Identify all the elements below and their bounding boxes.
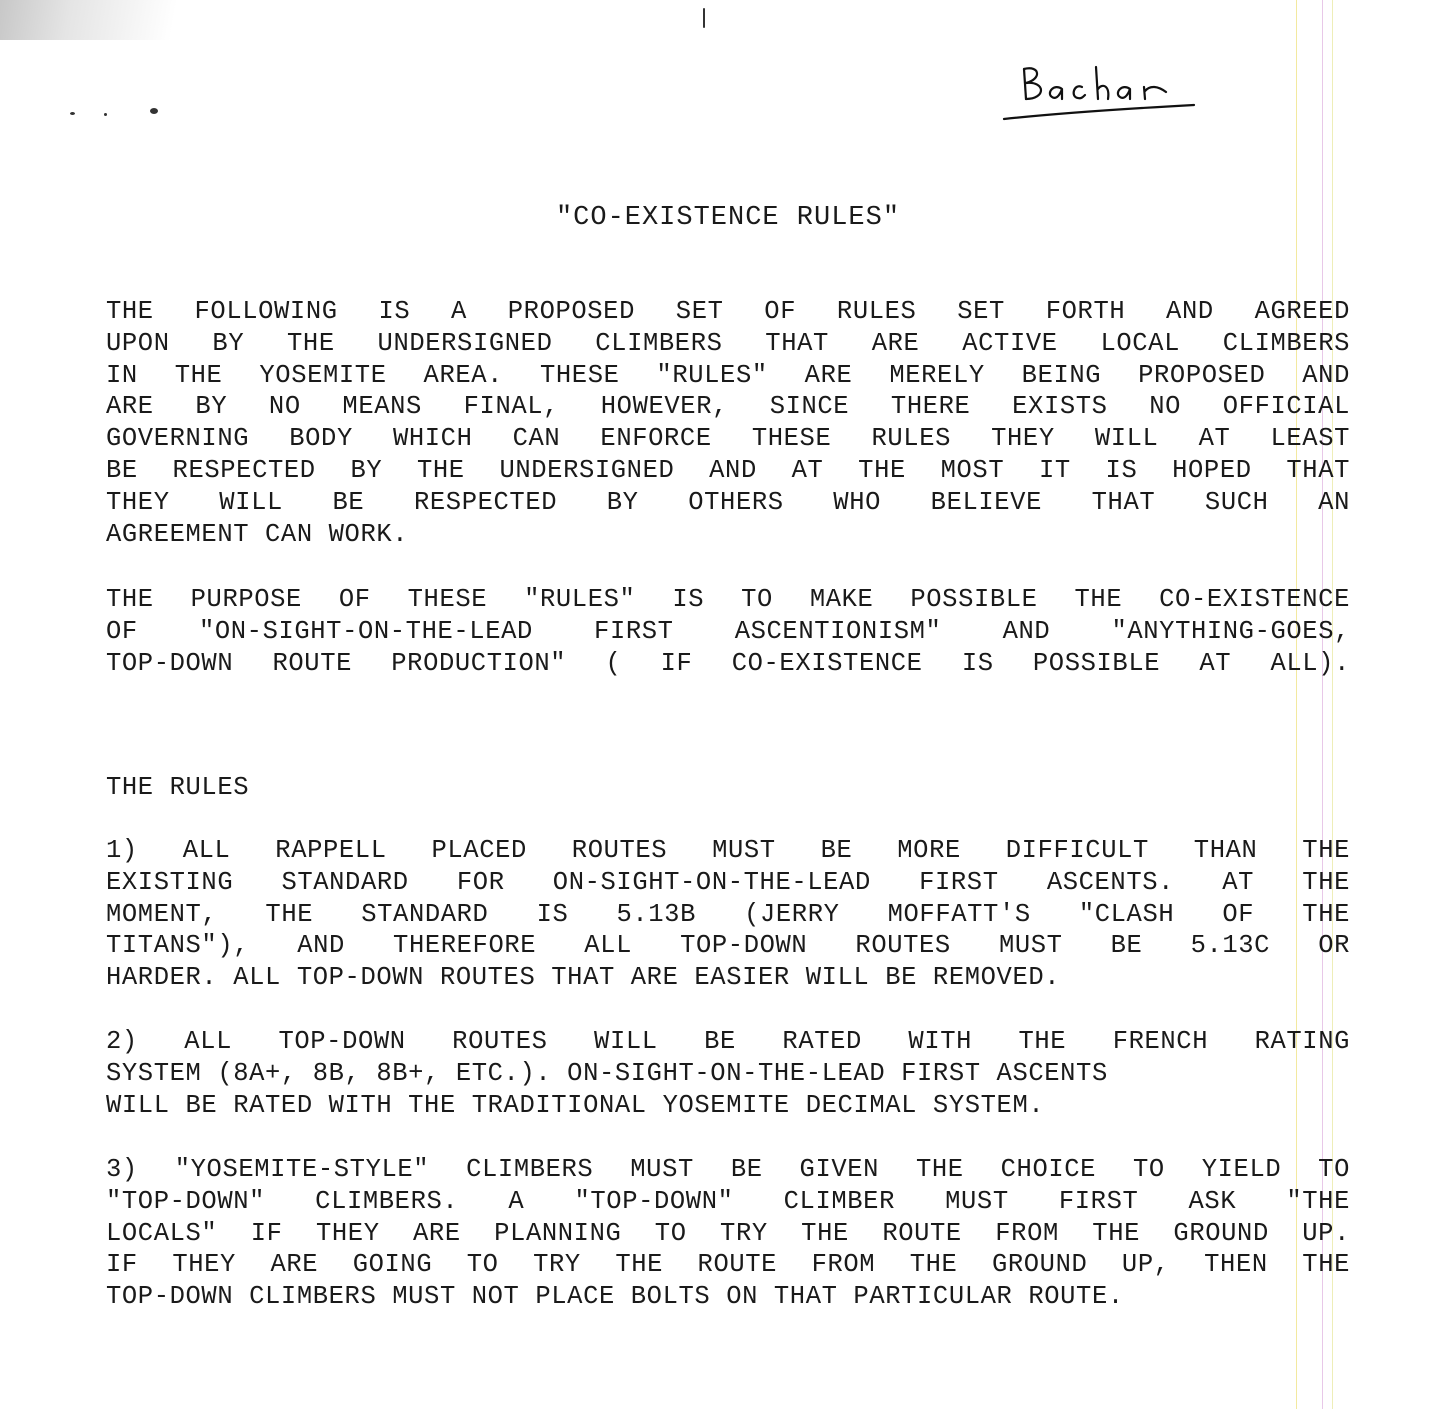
text-line: TOP-DOWN ROUTE PRODUCTION" ( IF CO-EXISTENCE IS POSSIBLE AT ALL). [106,648,1350,678]
text-line: GOVERNING BODY WHICH CAN ENFORCE THESE RULES THEY WILL AT LEAST [106,424,1350,454]
text-line: IN THE YOSEMITE AREA. THESE "RULES" ARE MERELY BEING PROPOSED AND [106,360,1350,390]
intro-paragraph [106,296,1350,550]
text-line: ARE BY NO MEANS FINAL, HOWEVER, SINCE THERE EXISTS NO OFFICIAL [106,392,1350,422]
purpose-paragraph [106,584,1350,679]
text-line: AGREEMENT CAN WORK. [106,519,409,549]
rule-3-paragraph [106,1154,1350,1313]
rules-heading: THE RULES [106,773,250,802]
text-line: OF "ON-SIGHT-ON-THE-LEAD FIRST ASCENTIONISM" AND "ANYTHING-GOES, [106,616,1350,646]
text-line: IF THEY ARE GOING TO TRY THE ROUTE FROM THE GROUND UP, THEN THE [106,1250,1350,1280]
scan-speck [150,108,158,114]
text-line: "TOP-DOWN" CLIMBERS. A "TOP-DOWN" CLIMBER MUST FIRST ASK "THE [106,1186,1350,1216]
text-line: THEY WILL BE RESPECTED BY OTHERS WHO BELIEVE THAT SUCH AN [106,487,1350,517]
text-line: THE FOLLOWING IS A PROPOSED SET OF RULES SET FORTH AND AGREED [106,297,1350,326]
text-line: 1) ALL RAPPELL PLACED ROUTES MUST BE MORE DIFFICULT THAN THE [106,836,1350,865]
text-line: MOMENT, THE STANDARD IS 5.13B (JERRY MOFFATT'S "CLASH OF THE [106,899,1350,929]
text-line: TITANS"), AND THEREFORE ALL TOP-DOWN ROUTES MUST BE 5.13C OR [106,931,1350,961]
handwritten-signature [1000,55,1200,130]
text-line: 3) "YOSEMITE-STYLE" CLIMBERS MUST BE GIVEN THE CHOICE TO YIELD TO [106,1155,1350,1184]
document-title: "CO-EXISTENCE RULES" [555,203,901,233]
rule-2-paragraph [106,1026,1350,1121]
text-line: HARDER. ALL TOP-DOWN ROUTES THAT ARE EASIER WILL BE REMOVED. [106,963,1061,993]
text-line: WILL BE RATED WITH THE TRADITIONAL YOSEMITE DECIMAL SYSTEM. [106,1090,1045,1120]
scan-speck [104,113,107,116]
text-line: THE PURPOSE OF THESE "RULES" IS TO MAKE POSSIBLE THE CO-EXISTENCE [106,585,1350,614]
scan-speck [70,112,75,115]
text-line: UPON BY THE UNDERSIGNED CLIMBERS THAT ARE ACTIVE LOCAL CLIMBERS [106,328,1350,358]
text-line: 2) ALL TOP-DOWN ROUTES WILL BE RATED WITH THE FRENCH RATING [106,1027,1350,1056]
text-line: BE RESPECTED BY THE UNDERSIGNED AND AT THE MOST IT IS HOPED THAT [106,455,1350,485]
text-line: SYSTEM (8A+, 8B, 8B+, ETC.). ON-SIGHT-ON-THE-LEAD FIRST ASCENTS [106,1058,1108,1088]
rule-1-paragraph [106,835,1350,994]
scan-shadow [0,0,230,40]
text-line: TOP-DOWN CLIMBERS MUST NOT PLACE BOLTS ON THAT PARTICULAR ROUTE. [106,1282,1124,1312]
scan-mark [703,8,705,28]
text-line: EXISTING STANDARD FOR ON-SIGHT-ON-THE-LEAD FIRST ASCENTS. AT THE [106,867,1350,897]
text-line: LOCALS" IF THEY ARE PLANNING TO TRY THE ROUTE FROM THE GROUND UP. [106,1218,1350,1248]
